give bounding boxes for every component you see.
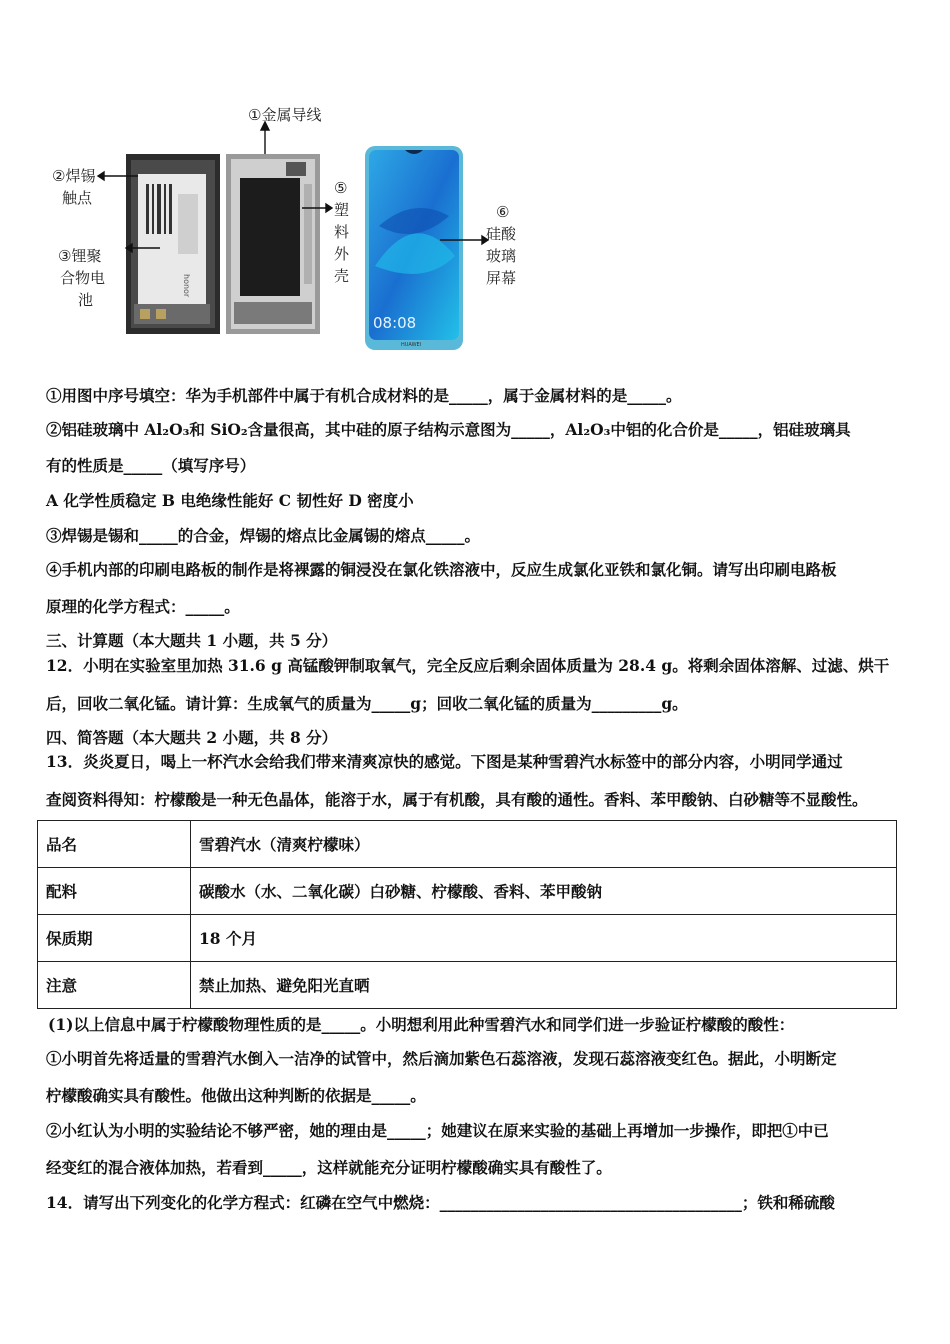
question-13-step-2: ②小红认为小明的实验结论不够严密，她的理由是_____；她建议在原来实验的基础上再增加一步操作，即把①中已	[46, 1121, 829, 1140]
label-metal-wire: ①金属导线	[248, 106, 322, 124]
label-shell-2: 塑	[334, 201, 350, 219]
label-battery-2: 合物电	[60, 269, 106, 287]
question-11-part-4-cont: 原理的化学方程式：_____。	[46, 597, 240, 616]
question-11-part-1: ①用图中序号填空：华为手机部件中属于有机合成材料的是_____，属于金属材料的是_____。	[46, 386, 682, 405]
label-glass-3: 玻璃	[486, 247, 517, 265]
question-13-part-1: (1)以上信息中属于柠檬酸物理性质的是_____。小明想利用此种雪碧汽水和同学们进一步验证柠檬酸的酸性：	[48, 1015, 795, 1034]
label-shell-3: 料	[334, 223, 350, 241]
table-value: 雪碧汽水（清爽柠檬味）	[191, 821, 897, 868]
question-12-line-2: 后，回收二氧化锰。请计算：生成氧气的质量为_____g；回收二氧化锰的质量为_________g。	[46, 694, 688, 713]
question-13-step-1: ①小明首先将适量的雪碧汽水倒入一洁净的试管中，然后滴加紫色石蕊溶液，发现石蕊溶液变红色。据此，小明断定	[46, 1049, 837, 1068]
label-battery-3: 池	[78, 291, 94, 309]
table-key: 注意	[38, 962, 191, 1009]
label-shell-5: 壳	[334, 267, 350, 285]
question-12-line-1: 12．小明在实验室里加热 31.6 g 高锰酸钾制取氧气，完全反应后剩余固体质量为 28.4 g。将剩余固体溶解、过滤、烘干	[46, 656, 890, 675]
section-3-heading: 三、计算题（本大题共 1 小题，共 5 分）	[46, 631, 338, 650]
back-brand-text: honor	[182, 274, 191, 298]
question-11-part-4: ④手机内部的印刷电路板的制作是将裸露的铜浸没在氯化铁溶液中，反应生成氯化亚铁和氯化铜。请写出印刷电路板	[46, 560, 837, 579]
question-14: 14．请写出下列变化的化学方程式：红磷在空气中燃烧：_______________________________________；铁和稀硫酸	[46, 1193, 835, 1212]
question-11-options: A 化学性质稳定 B 电绝缘性能好 C 韧性好 D 密度小	[46, 491, 414, 510]
question-13-step-2-cont: 经变红的混合液体加热，若看到_____，这样就能充分证明柠檬酸确实具有酸性了。	[46, 1158, 612, 1177]
table-value: 碳酸水（水、二氧化碳）白砂糖、柠檬酸、香料、苯甲酸钠	[191, 868, 897, 915]
label-battery-1: ③锂聚	[58, 247, 102, 265]
label-solder-1: ②焊锡	[52, 167, 96, 185]
table-row	[38, 868, 897, 915]
question-11-part-2-cont: 有的性质是_____（填写序号）	[46, 456, 256, 475]
table-key: 品名	[38, 821, 191, 868]
phone-clock: 08:08	[373, 314, 417, 332]
label-glass-2: 硅酸	[486, 225, 517, 243]
table-key: 配料	[38, 868, 191, 915]
table-key: 保质期	[38, 915, 191, 962]
question-11-part-3: ③焊锡是锡和_____的合金，焊锡的熔点比金属锡的熔点_____。	[46, 526, 481, 545]
label-solder-2: 触点	[62, 189, 93, 207]
label-glass-1: ⑥	[496, 203, 510, 221]
question-11-part-2: ②铝硅玻璃中 Al₂O₃和 SiO₂含量很高，其中硅的原子结构示意图为_____，Al₂O₃中铝的化合价是_____，铝硅玻璃具	[46, 420, 851, 439]
table-value: 禁止加热、避免阳光直晒	[191, 962, 897, 1009]
section-4-heading: 四、简答题（本大题共 2 小题，共 8 分）	[46, 728, 338, 747]
table-row	[38, 821, 897, 868]
table-row	[38, 962, 897, 1009]
question-13-step-1-cont: 柠檬酸确实具有酸性。他做出这种判断的依据是_____。	[46, 1086, 426, 1105]
label-arrows	[40, 100, 560, 360]
question-13-line-1: 13．炎炎夏日，喝上一杯汽水会给我们带来清爽凉快的感觉。下图是某种雪碧汽水标签中的部分内容，小明同学通过	[46, 752, 843, 771]
sprite-label-table	[37, 820, 897, 1009]
question-13-line-2: 查阅资料得知：柠檬酸是一种无色晶体，能溶于水，属于有机酸，具有酸的通性。香料、苯甲酸钠、白砂糖等不显酸性。	[46, 790, 868, 809]
label-shell-4: 外	[334, 245, 350, 263]
label-shell-1: ⑤	[334, 179, 348, 197]
label-glass-4: 屏幕	[486, 269, 517, 287]
phone-brand: HUAWEI	[401, 342, 422, 348]
phone-parts-figure	[40, 100, 560, 360]
table-value: 18 个月	[191, 915, 897, 962]
table-row	[38, 915, 897, 962]
